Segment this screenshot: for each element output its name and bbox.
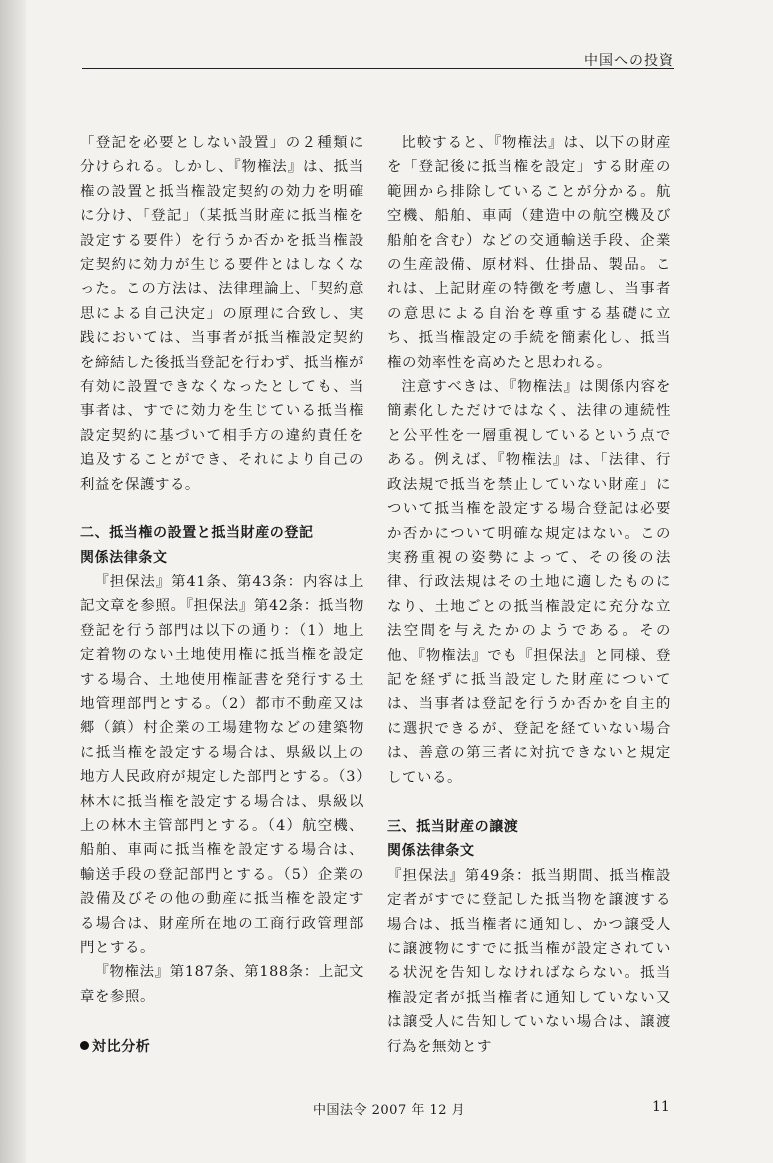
right-column [387,131,671,1059]
page-binding-shadow [0,0,26,1163]
page-number: 11 [652,1099,670,1115]
section-2-heading: 二、抵当権の設置と抵当財産の登記 [80,525,314,542]
section-3-heading: 三、抵当財産の譲渡 [387,818,519,835]
left-column [80,131,364,1060]
left-paragraph-2: 『担保法』第41条、第43条：内容は上記文章を参照。『担保法』第42条：抵当物登記を行う部門は以下の通り：（1）地上定着物のない土地使用権に抵当権を設定する場合、土地使用権証書を発行する土地管理部門とする。（2）都市不動産又は郷（鎮）村企業の工場建物などの建築物に抵当権を設定する場合は、県級以上の地方人民政府が規定した部門とする。（3）林木に抵当権を設定する場合は、県級以上の林木主管部門とする。（4）航空機、船舶、車両に抵当権を設定する場合は、輸送手段の登記部門とする。（5）企業の設備及びその他の動産に抵当権を設定する場合は、財産所在地の工商行政管理部門とする。 [80,573,364,956]
section-2-subheading: 関係法律条文 [80,549,168,566]
footer-publication: 中国法令 2007 年 12 月 [313,1103,466,1118]
right-paragraph-3: 『担保法』第49条：抵当期間、抵当権設定者がすでに登記した抵当物を譲渡する場合は、抵当権者に通知し、かつ譲受人に譲渡物にすでに抵当権が設定されている状況を告知しなければならない。抵当権設定者が抵当権者に通知していない又は譲受人に告知していない場合は、譲渡行為を無効とす [387,867,671,1055]
section-3-subheading: 関係法律条文 [387,843,475,860]
left-paragraph-3: 『物権法』第187条、第188条：上記文章を参照。 [80,964,364,1005]
left-paragraph-1: 「登記を必要としない設置」の２種類に分けられる。しかし、『物権法』は、抵当権の設置と抵当権設定契約の効力を明確に分け、「登記」（某抵当財産に抵当権を設定する要件）を行うか否かを抵当権設定契約に効力が生じる要件とはしなくなった。この方法は、法律理論上、「契約意思による自己決定」の原理に合致し、実践においては、当事者が抵当権設定契約を締結した後抵当登記を行わず、抵当権が有効に設置できなくなったとしても、当事者は、すでに効力を生じている抵当権設定契約に基づいて相手方の違約責任を追及することができ、それにより自己の利益を保護する。 [80,135,364,493]
running-header [82,52,674,69]
bullet-icon [80,1041,89,1050]
right-paragraph-2: 注意すべきは、『物権法』は関係内容を簡素化しただけではなく、法律の連続性と公平性を一層重視しているという点である。例えば、『物権法』は、「法律、行政法規で抵当を禁止していない財産」について抵当権を設定する場合登記は必要か否かについて明確な規定はない。この実務重視の姿勢によって、その後の法律、行政法規はその土地に適したものになり、土地ごとの抵当権設定に充分な立法空間を与えたかのようである。その他、『物権法』でも『担保法』と同様、登記を経ずに抵当設定した財産については、当事者は登記を行うか否かを自主的に選択できるが、登記を経ていない場合は、善意の第三者に対抗できないと規定している。 [387,379,671,786]
analysis-heading [80,1035,364,1059]
page-footer [0,1099,773,1119]
right-paragraph-1: 比較すると、『物権法』は、以下の財産を「登記後に抵当権を設定」する財産の範囲から排除していることが分かる。航空機、船舶、車両（建造中の航空機及び船舶を含む）などの交通輸送手段、企業の生産設備、原材料、仕掛品、製品。これは、上記財産の特徴を考慮し、当事者の意思による自治を尊重する基礎に立ち、抵当権設定の手続を簡素化し、抵当権の効率性を高めたと思われる。 [387,135,671,371]
header-title: 中国への投資 [584,53,674,69]
analysis-heading-text: 対比分析 [92,1039,151,1056]
